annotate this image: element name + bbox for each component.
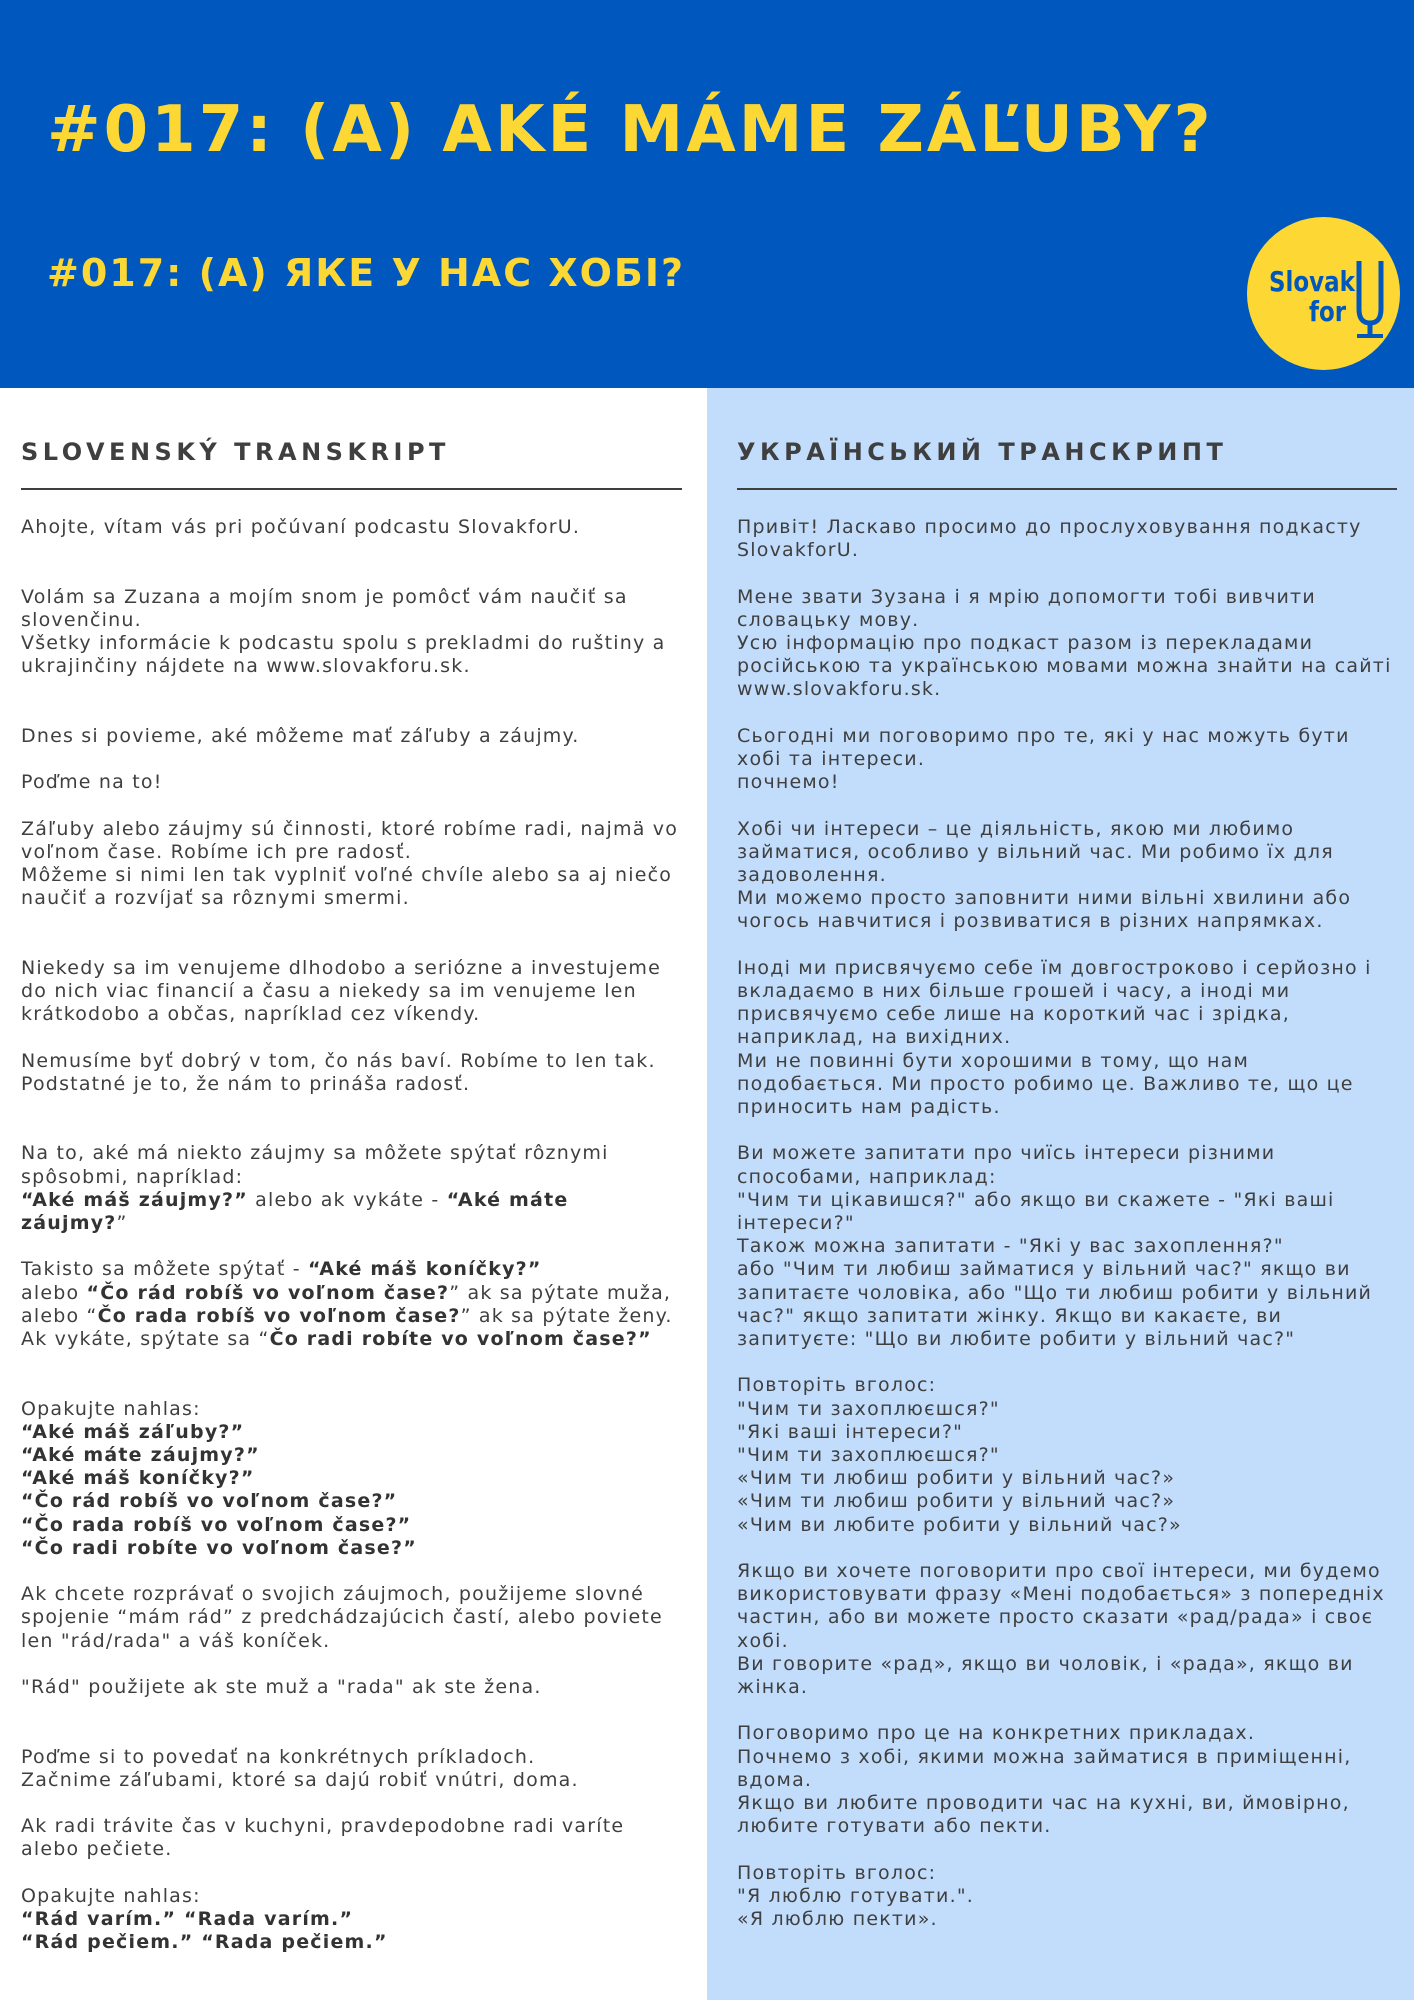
sk-repeat-line: “Aké máte záujmy?”: [21, 1443, 260, 1466]
ua-paragraph-4: Хобі чи інтереси – це діяльність, якою ми любимо займатися, особливо у вільний час. Ми робимо їх для задоволення. Ми можемо просто заповнити ними вільні хвилини або чогось навчитися і розвиватися в різних напрямках.: [737, 817, 1352, 933]
sk-repeat-line: “Čo radi robíte vo voľnom čase?”: [21, 1536, 417, 1559]
slovak-transcript-heading: SLOVENSKÝ TRANSKRIPT: [21, 438, 450, 466]
ukrainian-transcript-heading: УКРАЇНСЬКИЙ ТРАНСКРИПТ: [737, 438, 1228, 466]
sk-repeat-line: “Rád varím.” “Rada varím.”: [21, 1907, 354, 1930]
sk-paragraph-3: Dnes si povieme, aké môžeme mať záľuby a záujmy.: [21, 724, 580, 747]
ua-paragraph-7: Повторіть вголос: "Чим ти захоплюєшся?" "Які ваші інтереси?" "Чим ти захоплюєшся?" «Чим ти любиш робити у вільний час?» «Чим ти любиш робити у вільний час?» «Чим ви любите робити у вільний час?»: [737, 1374, 1182, 1536]
ua-paragraph-6: Ви можете запитати про чиїсь інтереси різними способами, наприклад: "Чим ти цікавишся?" або якщо ви скажете - "Які ваші інтереси?" Також можна запитати - "Які у вас захоплення?" або "Чим ти любиш займатися у вільний час?" якщо ви запитаєте чоловіка, або "Що ти любиш робити у вільний час?" якщо запитати жінку. Якщо ви какаєте, ви запитуєте: "Що ви любите робити у вільний час?": [737, 1142, 1373, 1351]
sk-repeat-line: “Rád pečiem.” “Rada pečiem.”: [21, 1931, 388, 1954]
ua-paragraph-9: Поговоримо про це на конкретних прикладах. Почнемо з хобі, якими можна займатися в приміщенні, вдома. Якщо ви любите проводити час на кухні, ви, ймовірно, любите готувати або пекти.: [737, 1722, 1352, 1838]
sk-paragraph-13: Poďme si to povedať na konkrétnych príkladoch. Začnime záľubami, ktoré sa dajú robiť vnútri, doma.: [21, 1745, 579, 1791]
ukrainian-transcript-body: [737, 516, 1397, 1931]
sk-paragraph-8: [21, 1142, 682, 1235]
sk-repeat-label: Opakujte nahlas:: [21, 1397, 201, 1420]
page-title-ukrainian: #017: (А) ЯКЕ У НАС ХОБІ?: [47, 251, 686, 295]
heading-divider: [737, 488, 1397, 490]
sk-paragraph-5: Záľuby alebo záujmy sú činnosti, ktoré robíme radi, najmä vo voľnom čase. Robíme ich pre radosť. Môžeme si nimi len tak vyplniť voľné chvíle alebo sa aj niečo naučiť a rozvíjať sa rôznymi smermi.: [21, 817, 679, 910]
sk-p8-end: ”: [116, 1211, 128, 1234]
sk-p9-text-a: Takisto sa môžete spýtať -: [21, 1258, 309, 1281]
sk-repeat-line: “Čo rád robíš vo voľnom čase?”: [21, 1490, 398, 1513]
sk-repeat-line: “Čo rada robíš vo voľnom čase?”: [21, 1513, 412, 1536]
sk-p8-question-2: “Aké máte záujmy?: [21, 1188, 569, 1234]
logo-word-slovak: Slovak: [1269, 265, 1355, 298]
sk-p8-text: Na to, aké má niekto záujmy sa môžete spýtať rôznymi spôsobmi, napríklad:: [21, 1142, 609, 1188]
sk-paragraph-11: Ak chcete rozprávať o svojich záujmoch, použijeme slovné spojenie “mám rád” z predchádzajúcich častí, alebo poviete len "rád/rada" a váš koníček.: [21, 1583, 663, 1652]
ua-paragraph-5: Іноді ми присвячуємо себе їм довгостроково і серйозно і вкладаємо в них більше грошей і часу, а іноді ми присвячуємо себе лише на короткий час і зрідка, наприклад, на вихідних. Ми не повинні бути хорошими в тому, що нам подобається. Ми просто робимо це. Важливо те, що це приносить нам радість.: [737, 956, 1372, 1119]
sk-p9-question-1: “Aké máš koníčky?”: [308, 1258, 542, 1281]
ua-paragraph-2: Мене звати Зузана і я мрію допомогти тобі вивчити словацьку мову. Усю інформацію про подкаст разом із перекладами російською та українською мовами можна знайти на сайті www.slovakforu.sk.: [737, 585, 1392, 701]
sk-repeat-line: “Aké máš koníčky?”: [21, 1467, 255, 1490]
sk-paragraph-10: [21, 1398, 682, 1560]
page-title-slovak: #017: (A) AKÉ MÁME ZÁĽUBY?: [47, 93, 1214, 167]
sk-paragraph-14: Ak radi trávite čas v kuchyni, pravdepodobne radi varíte alebo pečiete.: [21, 1815, 625, 1861]
sk-p9-question-3: Čo rada robíš vo voľnom čase?: [97, 1304, 461, 1327]
sk-p9-question-2: “Čo rád robíš vo voľnom čase?: [86, 1281, 450, 1304]
page-header: [0, 0, 1414, 388]
sk-p9-text-d: ” ak sa pýtate ženy. Ak vykáte, spýtate sa “: [21, 1304, 673, 1350]
sk-paragraph-9: [21, 1258, 682, 1351]
sk-paragraph-6: Niekedy sa im venujeme dlhodobo a seriózne a investujeme do nich viac financií a času a niekedy sa im venujeme len krátkodobo a občas, napríklad cez víkendy.: [21, 956, 662, 1026]
sk-p8-question-1: “Aké máš záujmy?”: [21, 1188, 248, 1211]
sk-paragraph-4: Poďme na to!: [21, 771, 163, 794]
ua-paragraph-3: Сьогодні ми поговоримо про те, які у нас можуть бути хобі та інтереси. почнемо!: [737, 724, 1350, 794]
heading-divider: [21, 488, 682, 490]
sk-repeat-label-2: Opakujte nahlas:: [21, 1884, 201, 1907]
sk-paragraph-1: Ahojte, vítam vás pri počúvaní podcastu SlovakforU.: [21, 516, 581, 538]
sk-paragraph-15: [21, 1885, 682, 1955]
sk-p9-text-b: alebo: [21, 1281, 87, 1304]
slovakforu-logo: [1247, 217, 1400, 370]
ua-paragraph-10: Повторіть вголос: "Я люблю готувати.". «Я люблю пекти».: [737, 1861, 975, 1931]
sk-paragraph-7: Nemusíme byť dobrý v tom, čo nás baví. Robíme to len tak. Podstatné je to, že nám to prináša radosť.: [21, 1049, 656, 1095]
ua-paragraph-1: Привіт! Ласкаво просимо до прослуховування подкасту SlovakforU.: [737, 516, 1362, 562]
sk-paragraph-12: "Rád" použijete ak ste muž a "rada" ak ste žena.: [21, 1675, 542, 1698]
sk-p9-text-c: ” ak sa pýtate muža, alebo “: [21, 1281, 672, 1327]
sk-repeat-line: “Aké máš záľuby?”: [21, 1420, 245, 1443]
slovak-transcript-body: [21, 516, 682, 1954]
ua-paragraph-8: Якщо ви хочете поговорити про свої інтереси, ми будемо використовувати фразу «Мені подобається» з попередніх частин, або ви можете просто сказати «рад/рада» і своє хобі. Ви говорите «рад», якщо ви чоловік, і «рада», якщо ви жінка.: [737, 1560, 1385, 1699]
sk-p9-question-4: Čo radi robíte vo voľnom čase?”: [269, 1327, 652, 1350]
sk-paragraph-2: Volám sa Zuzana a mojím snom je pomôcť vám naučiť sa slovenčinu. Všetky informácie k podcastu spolu s prekladmi do ruštiny a ukrajinčiny nájdete na www.slovakforu.sk.: [21, 585, 666, 678]
logo-word-for: for: [1309, 295, 1347, 328]
sk-p8-connector: alebo ak vykáte -: [247, 1188, 447, 1211]
